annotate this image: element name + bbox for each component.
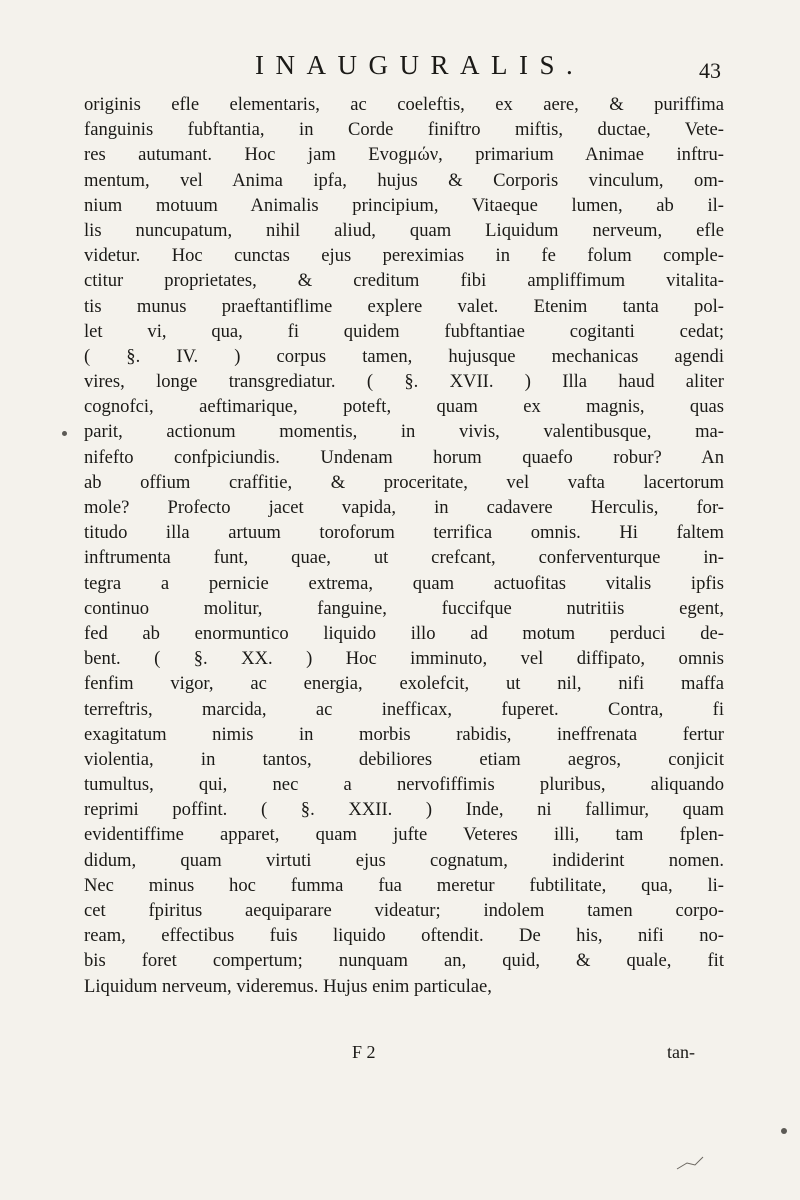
text-line: ( §. IV. ) corpus tamen, hujusque mechanicas agendi [84, 345, 724, 367]
body-text [84, 92, 724, 999]
text-line: let vi, qua, fi quidem fubftantiae cogitanti cedat; [84, 320, 724, 342]
text-line: nifefto confpiciundis. Undenam horum quaefo robur? An [84, 446, 724, 468]
text-line: tis munus praeftantiflime explere valet. Etenim tanta pol- [84, 295, 724, 317]
running-title: INAUGURALIS. [255, 50, 585, 80]
text-line: inftrumenta funt, quae, ut crefcant, conferventurque in- [84, 547, 724, 569]
text-line: Nec minus hoc fumma fua meretur fubtilitate, qua, li- [84, 874, 724, 896]
page-footer [0, 1042, 800, 1072]
text-line: ctitur proprietates, & creditum fibi ampliffimum vitalita- [84, 270, 724, 292]
text-line: originis efle elementaris, ac coeleftis, ex aere, & puriffima [84, 94, 724, 115]
text-line: didum, quam virtuti ejus cognatum, indiderint nomen. [84, 849, 724, 871]
text-line: mole? Profecto jacet vapida, in cadavere Herculis, for- [84, 497, 724, 518]
text-line: vires, longe transgrediatur. ( §. XVII. ) Illa haud aliter [84, 371, 724, 393]
text-line: reprimi poffint. ( §. XXII. ) Inde, ni fallimur, quam [84, 799, 724, 821]
page-number: 43 [699, 58, 721, 83]
text-line: nium motuum Animalis principium, Vitaeque lumen, ab il- [84, 194, 724, 216]
text-line: tumultus, qui, nec a nervofiffimis pluribus, aliquando [84, 774, 724, 796]
text-line: exagitatum nimis in morbis rabidis, ineffrenata fertur [84, 723, 724, 745]
text-line: fenfim vigor, ac energia, exolefcit, ut nil, nifi maffa [84, 673, 724, 695]
text-line: ab offium craffitie, & proceritate, vel vafta lacertorum [84, 471, 724, 493]
text-line: titudo illa artuum toroforum terrifica omnis. Hi faltem [84, 522, 724, 544]
text-line: fanguinis fubftantia, in Corde finiftro miftis, ductae, Vete- [84, 119, 724, 141]
signature-mark: F 2 [352, 1042, 376, 1062]
text-line: Liquidum nerveum, videremus. Hujus enim particulae, [84, 975, 492, 997]
text-line: parit, actionum momentis, in vivis, valentibusque, ma- [84, 421, 724, 443]
ink-spot [62, 431, 67, 436]
text-line: lis nuncupatum, nihil aliud, quam Liquidum nerveum, efle [84, 219, 724, 241]
text-line: cet fpiritus aequiparare videatur; indolem tamen corpo- [84, 900, 724, 921]
text-line: violentia, in tantos, debiliores etiam aegros, conjicit [84, 748, 724, 770]
running-head [0, 50, 800, 90]
ink-spot [781, 1128, 787, 1134]
text-line: cognofci, aeftimarique, poteft, quam ex magnis, quas [84, 396, 724, 418]
text-line: evidentiffime apparet, quam jufte Veteres illi, tam fplen- [84, 824, 724, 846]
text-line: tegra a pernicie extrema, quam actuofitas vitalis ipfis [84, 572, 724, 594]
text-line: mentum, vel Anima ipfa, hujus & Corporis vinculum, om- [84, 169, 724, 191]
text-line: continuo molitur, fanguine, fuccifque nutritiis egent, [84, 597, 724, 619]
text-line: res autumant. Hoc jam Εvοgμών, primarium Animae inftru- [84, 144, 724, 166]
text-line: bent. ( §. XX. ) Hoc imminuto, vel diffipato, omnis [84, 648, 724, 670]
stray-pen-stroke [675, 1153, 709, 1173]
catchword: tan- [667, 1042, 695, 1062]
text-line: ream, effectibus fuis liquido oftendit. De his, nifi no- [84, 925, 724, 947]
text-line: videtur. Hoc cunctas ejus pereximias in fe folum comple- [84, 245, 724, 267]
text-line: bis foret compertum; nunquam an, quid, & quale, fit [84, 950, 724, 972]
text-line: fed ab enormuntico liquido illo ad motum perduci de- [84, 622, 724, 644]
text-line: terreftris, marcida, ac inefficax, fuperet. Contra, fi [84, 698, 724, 720]
